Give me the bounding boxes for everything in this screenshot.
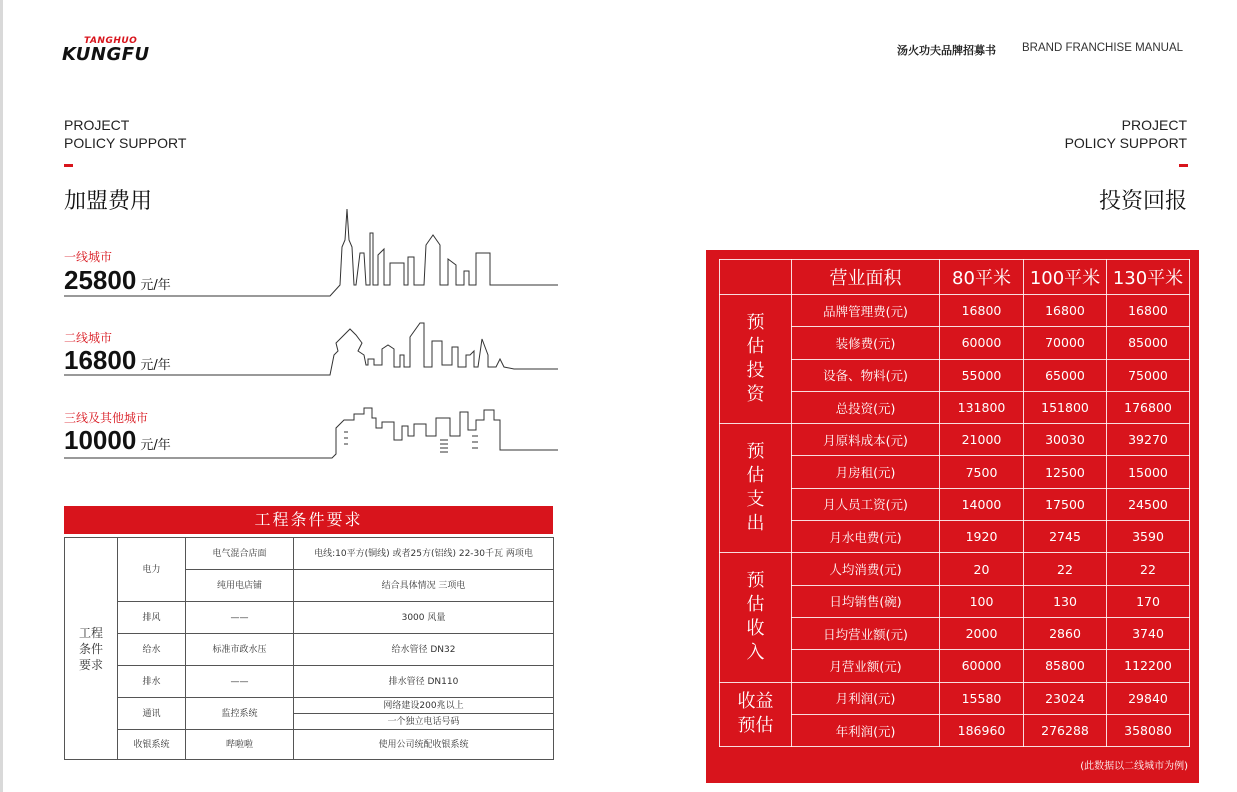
- header-130: 130平米: [1107, 260, 1190, 295]
- row-value: 2860: [1024, 617, 1107, 649]
- brand-logo: [62, 36, 162, 66]
- power-label: 电力: [118, 538, 186, 602]
- exhaust-dash: ——: [186, 602, 294, 634]
- row-value: 65000: [1024, 359, 1107, 391]
- drain-dash: ——: [186, 666, 294, 698]
- row-value: 12500: [1024, 456, 1107, 488]
- row-value: 14000: [940, 488, 1024, 520]
- table-row: [65, 666, 554, 698]
- left-section-en-line1: PROJECT: [64, 117, 130, 133]
- table-row: [65, 698, 554, 714]
- row-label: 月营业额(元): [792, 650, 940, 682]
- header-100: 100平米: [1024, 260, 1107, 295]
- row-label: 人均消费(元): [792, 553, 940, 585]
- header-title-en: BRAND FRANCHISE MANUAL: [1022, 42, 1184, 54]
- row-value: 39270: [1107, 424, 1190, 456]
- row-label: 月水电费(元): [792, 521, 940, 553]
- skyline-tier2: [64, 315, 558, 380]
- logo-top-text: TANGHUO: [84, 36, 138, 46]
- tier1-price-value: 25800: [64, 265, 137, 295]
- row-value: 170: [1107, 585, 1190, 617]
- tier2-unit: 元/年: [140, 358, 171, 373]
- row-value: 60000: [940, 650, 1024, 682]
- row-label: 年利润(元): [792, 714, 940, 746]
- header-blank: [720, 260, 792, 295]
- tier1-unit: 元/年: [140, 278, 171, 293]
- row-value: 21000: [940, 424, 1024, 456]
- row-value: 55000: [940, 359, 1024, 391]
- row-value: 75000: [1107, 359, 1190, 391]
- engineering-title: 工程条件要求: [64, 506, 553, 534]
- power-mixed-req: 电线:10平方(铜线) 或者25方(铝线) 22-30千瓦 两项电: [294, 538, 554, 570]
- row-value: 24500: [1107, 488, 1190, 520]
- water-in-req: 给水管径 DN32: [294, 634, 554, 666]
- power-mixed-label: 电气混合店面: [186, 538, 294, 570]
- row-value: 30030: [1024, 424, 1107, 456]
- investment-category: 收益 预估: [720, 682, 792, 747]
- comm-req-2: 一个独立电话号码: [294, 714, 554, 730]
- table-row: [720, 295, 1190, 327]
- table-row: [720, 553, 1190, 585]
- row-value: 186960: [940, 714, 1024, 746]
- exhaust-req: 3000 风量: [294, 602, 554, 634]
- row-value: 16800: [1107, 295, 1190, 327]
- header-area: 营业面积: [792, 260, 940, 295]
- row-value: 176800: [1107, 391, 1190, 423]
- tier3-unit: 元/年: [140, 438, 171, 453]
- table-row: [720, 682, 1190, 714]
- row-value: 130: [1024, 585, 1107, 617]
- right-red-dash: [1179, 164, 1188, 167]
- row-value: 7500: [940, 456, 1024, 488]
- row-value: 358080: [1107, 714, 1190, 746]
- skyline-tier1: [64, 205, 558, 300]
- header-80: 80平米: [940, 260, 1024, 295]
- exhaust-label: 排风: [118, 602, 186, 634]
- row-label: 品牌管理费(元): [792, 295, 940, 327]
- tier3-label: 三线及其他城市: [64, 411, 149, 425]
- cashier-req: 使用公司统配收银系统: [294, 730, 554, 760]
- investment-table: [719, 259, 1190, 747]
- row-value: 15580: [940, 682, 1024, 714]
- table-row: [65, 730, 554, 760]
- comm-req-1: 网络建设200兆以上: [294, 698, 554, 714]
- page-edge: [0, 0, 3, 792]
- row-label: 月利润(元): [792, 682, 940, 714]
- skyline-tier3: [64, 400, 558, 462]
- left-section-en-line2: POLICY SUPPORT: [64, 135, 187, 151]
- investment-return-title: 投资回报: [1098, 189, 1187, 214]
- row-value: 85800: [1024, 650, 1107, 682]
- header-title-cn: 汤火功夫品牌招募书: [897, 44, 996, 57]
- table-row: [65, 634, 554, 666]
- investment-category: 预 估 收 入: [720, 553, 792, 682]
- cashier-label: 收银系统: [118, 730, 186, 760]
- row-value: 3590: [1107, 521, 1190, 553]
- row-value: 151800: [1024, 391, 1107, 423]
- investment-body: [720, 295, 1190, 747]
- row-value: 23024: [1024, 682, 1107, 714]
- right-section-en: [1065, 116, 1187, 152]
- row-label: 总投资(元): [792, 391, 940, 423]
- row-label: 月原料成本(元): [792, 424, 940, 456]
- franchise-fee-title: 加盟费用: [64, 189, 153, 214]
- tier2-label: 二线城市: [64, 331, 113, 345]
- row-value: 17500: [1024, 488, 1107, 520]
- row-value: 60000: [940, 327, 1024, 359]
- row-value: 2745: [1024, 521, 1107, 553]
- row-value: 16800: [1024, 295, 1107, 327]
- investment-note: (此数据以二线城市为例): [1080, 761, 1188, 772]
- water-in-cond: 标准市政水压: [186, 634, 294, 666]
- row-value: 276288: [1024, 714, 1107, 746]
- cashier-cond: 哔啦啦: [186, 730, 294, 760]
- tier1-label: 一线城市: [64, 250, 113, 264]
- row-value: 22: [1024, 553, 1107, 585]
- water-in-label: 给水: [118, 634, 186, 666]
- investment-header-row: [720, 260, 1190, 295]
- drain-req: 排水管径 DN110: [294, 666, 554, 698]
- row-value: 15000: [1107, 456, 1190, 488]
- row-value: 100: [940, 585, 1024, 617]
- engineering-table: [64, 537, 554, 760]
- table-row: [720, 424, 1190, 456]
- right-section-en-line2: POLICY SUPPORT: [1064, 135, 1187, 151]
- left-red-dash: [64, 164, 73, 167]
- engineering-category: 工程 条件 要求: [65, 538, 118, 760]
- left-section-en: [64, 116, 186, 152]
- row-label: 设备、物料(元): [792, 359, 940, 391]
- row-label: 装修费(元): [792, 327, 940, 359]
- tier3-price-value: 10000: [64, 425, 137, 455]
- row-value: 16800: [940, 295, 1024, 327]
- power-pure-label: 纯用电店铺: [186, 570, 294, 602]
- row-label: 日均销售(碗): [792, 585, 940, 617]
- row-value: 131800: [940, 391, 1024, 423]
- row-value: 85000: [1107, 327, 1190, 359]
- comm-label: 通讯: [118, 698, 186, 730]
- comm-cond: 监控系统: [186, 698, 294, 730]
- row-value: 29840: [1107, 682, 1190, 714]
- table-row: [65, 538, 554, 570]
- table-row: [65, 602, 554, 634]
- row-value: 2000: [940, 617, 1024, 649]
- drain-label: 排水: [118, 666, 186, 698]
- row-value: 3740: [1107, 617, 1190, 649]
- row-value: 1920: [940, 521, 1024, 553]
- logo-main-text: KUNGFU: [62, 44, 150, 65]
- row-value: 112200: [1107, 650, 1190, 682]
- row-label: 月房租(元): [792, 456, 940, 488]
- row-label: 日均营业额(元): [792, 617, 940, 649]
- row-value: 70000: [1024, 327, 1107, 359]
- investment-category: 预 估 支 出: [720, 424, 792, 553]
- right-section-en-line1: PROJECT: [1121, 117, 1187, 133]
- row-value: 20: [940, 553, 1024, 585]
- row-label: 月人员工资(元): [792, 488, 940, 520]
- tier2-price-value: 16800: [64, 345, 137, 375]
- power-pure-req: 结合具体情况 三项电: [294, 570, 554, 602]
- row-value: 22: [1107, 553, 1190, 585]
- investment-category: 预 估 投 资: [720, 295, 792, 424]
